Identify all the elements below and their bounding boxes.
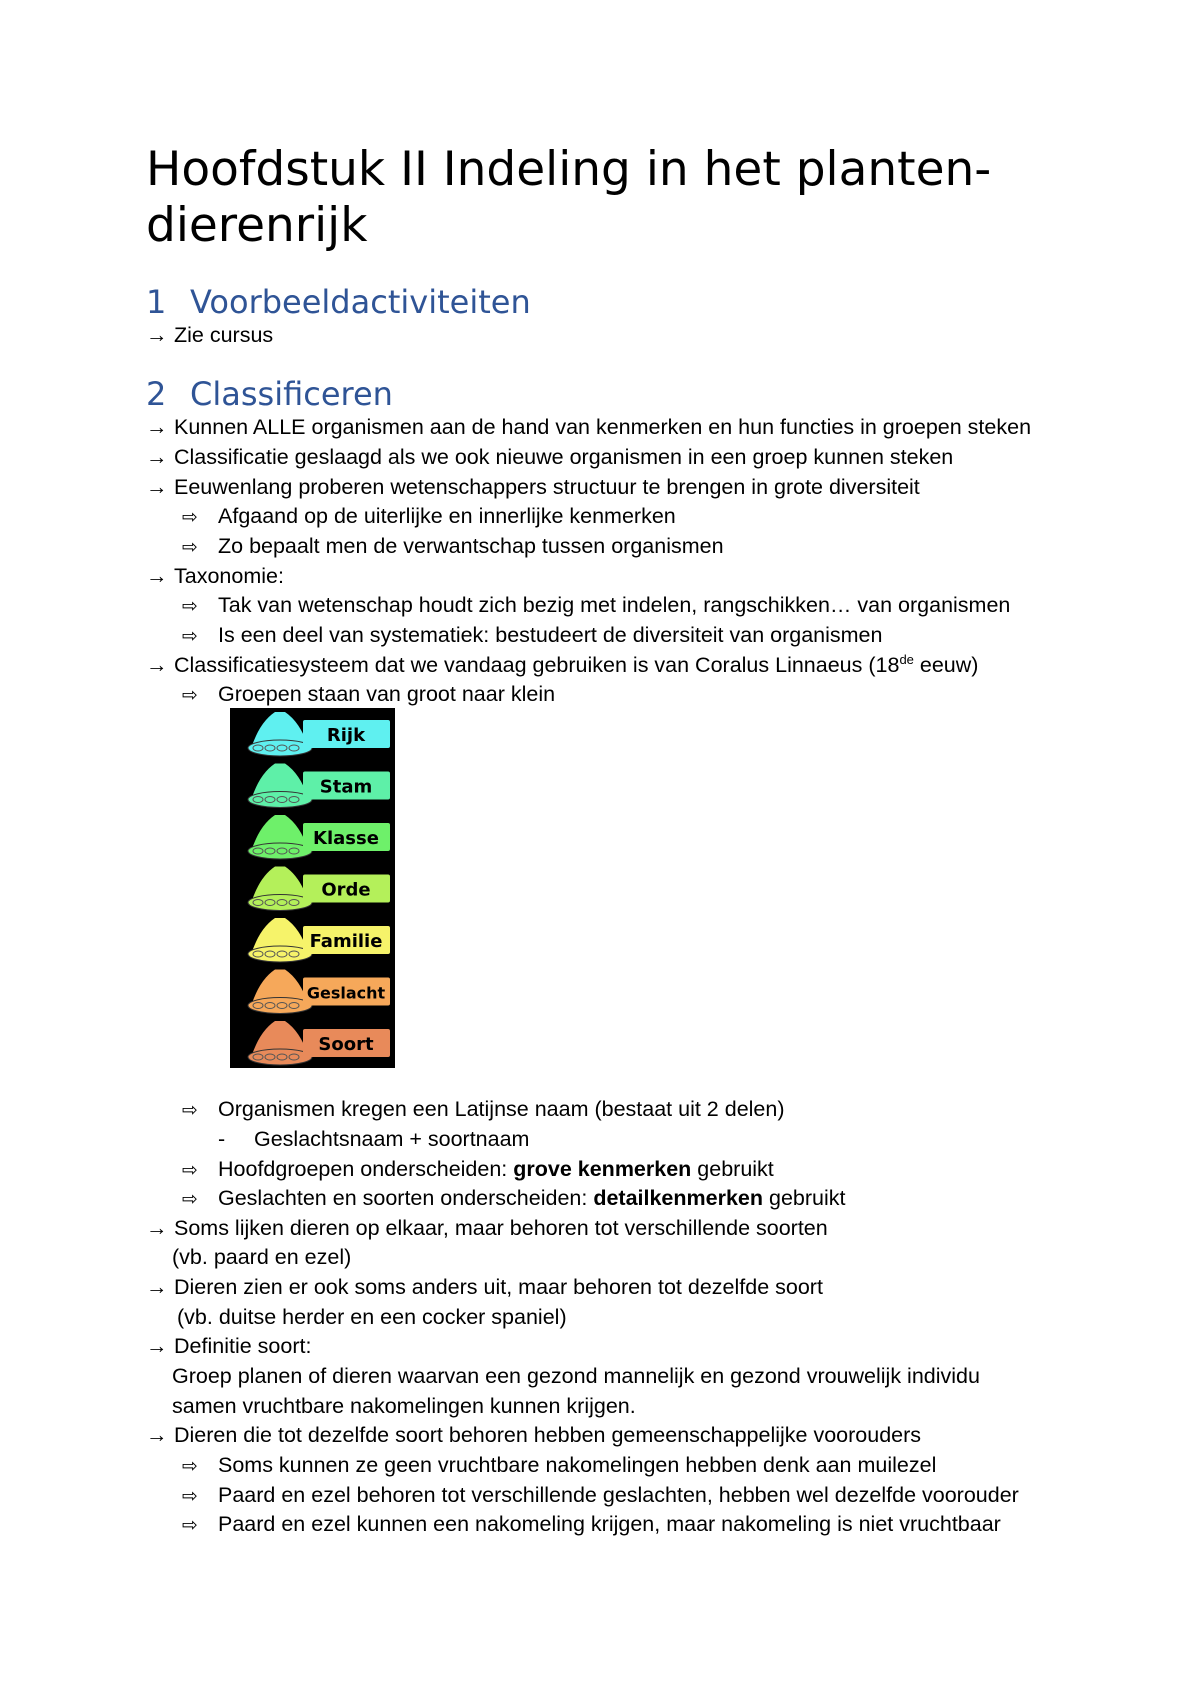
list-item: → Classificatie geslaagd als we ook nieuwe organismen in een groep kunnen steken — [146, 445, 954, 469]
bold-term: detailkenmerken — [593, 1186, 764, 1210]
sub-list-item: ⇨ Soms kunnen ze geen vruchtbare nakomelingen hebben denk aan muilezel — [182, 1451, 936, 1480]
hollow-arrow-icon: ⇨ — [182, 595, 198, 617]
taxonomy-base-ellipse — [248, 792, 312, 808]
arrow-icon: → — [146, 323, 168, 347]
sub-sub-list-item: - Geslachtsnaam + soortnaam — [218, 1127, 530, 1151]
arrow-icon: → — [146, 475, 168, 499]
sub-list-item: ⇨ Geslachten en soorten onderscheiden: detailkenmerken gebruikt — [182, 1184, 845, 1213]
taxonomy-level — [248, 867, 390, 911]
sub-list-item: ⇨ Is een deel van systematiek: bestudeert de diversiteit van organismen — [182, 621, 882, 650]
bold-term: grove kenmerken — [513, 1157, 692, 1181]
arrow-icon: → — [146, 564, 168, 588]
sub-list-item: ⇨ Groepen staan van groot naar klein — [182, 680, 555, 709]
arrow-icon: → — [146, 1216, 168, 1240]
superscript: de — [899, 651, 914, 667]
list-item: → Definitie soort: — [146, 1334, 312, 1358]
section-title: Classificeren — [190, 375, 393, 413]
taxonomy-base-ellipse — [248, 740, 312, 756]
list-item-continuation: Groep planen of dieren waarvan een gezond mannelijk en gezond vrouwelijk individu — [172, 1364, 980, 1388]
taxonomy-label: Stam — [319, 776, 373, 798]
page-title: Hoofdstuk II Indeling in het planten-dierenrijk — [146, 142, 992, 253]
hollow-arrow-icon: ⇨ — [182, 625, 198, 647]
arrow-icon: → — [146, 445, 168, 469]
taxonomy-base-ellipse — [248, 895, 312, 911]
taxonomy-label: Orde — [321, 879, 371, 901]
arrow-icon: → — [146, 653, 168, 677]
list-item: → Classificatiesysteem dat we vandaag gebruiken is van Coralus Linnaeus (18de eeuw) — [146, 651, 979, 677]
taxonomy-level — [248, 970, 390, 1014]
section-number: 2 — [146, 375, 167, 413]
list-item: → Dieren die tot dezelfde soort behoren hebben gemeenschappelijke voorouders — [146, 1423, 922, 1447]
list-item-continuation: (vb. paard en ezel) — [172, 1245, 352, 1269]
list-item-continuation: (vb. duitse herder en een cocker spaniel) — [177, 1305, 567, 1329]
hollow-arrow-icon: ⇨ — [182, 1099, 198, 1121]
taxonomy-base-ellipse — [248, 843, 312, 859]
arrow-icon: → — [146, 1423, 168, 1447]
taxonomy-level — [248, 764, 390, 808]
hollow-arrow-icon: ⇨ — [182, 1455, 198, 1477]
sub-list-item: ⇨ Afgaand op de uiterlijke en innerlijke kenmerken — [182, 502, 676, 531]
taxonomy-level — [248, 918, 390, 962]
taxonomy-pyramid-figure — [230, 708, 395, 1068]
taxonomy-label: Soort — [318, 1034, 374, 1055]
arrow-icon: → — [146, 1275, 168, 1299]
taxonomy-label: Geslacht — [306, 983, 386, 1003]
taxonomy-base-ellipse — [248, 998, 312, 1014]
sub-list-item: ⇨ Hoofdgroepen onderscheiden: grove kenmerken gebruikt — [182, 1155, 774, 1184]
section-heading-1 — [146, 283, 531, 321]
taxonomy-level — [248, 815, 390, 859]
sub-list-item: ⇨ Paard en ezel behoren tot verschillende geslachten, hebben wel dezelfde voorouder — [182, 1481, 1019, 1510]
hollow-arrow-icon: ⇨ — [182, 536, 198, 558]
list-item: → Taxonomie: — [146, 564, 284, 588]
hollow-arrow-icon: ⇨ — [182, 1188, 198, 1210]
dash-bullet: - — [218, 1127, 226, 1151]
taxonomy-level — [248, 712, 390, 756]
hollow-arrow-icon: ⇨ — [182, 1485, 198, 1507]
hollow-arrow-icon: ⇨ — [182, 684, 198, 706]
hollow-arrow-icon: ⇨ — [182, 1514, 198, 1536]
section-number: 1 — [146, 283, 167, 321]
arrow-icon: → — [146, 1334, 168, 1358]
sub-list-item: ⇨ Paard en ezel kunnen een nakomeling krijgen, maar nakomeling is niet vruchtbaar — [182, 1510, 1001, 1539]
taxonomy-pyramid — [230, 708, 395, 1068]
list-item: → Eeuwenlang proberen wetenschappers structuur te brengen in grote diversiteit — [146, 475, 920, 499]
sub-list-item: ⇨ Tak van wetenschap houdt zich bezig met indelen, rangschikken… van organismen — [182, 591, 1010, 620]
taxonomy-level — [248, 1021, 390, 1065]
taxonomy-base-ellipse — [248, 946, 312, 962]
sub-list-item: ⇨ Zo bepaalt men de verwantschap tussen organismen — [182, 532, 724, 561]
taxonomy-label: Familie — [309, 931, 383, 952]
list-item: → Kunnen ALLE organismen aan de hand van kenmerken en hun functies in groepen steken — [146, 415, 1032, 439]
hollow-arrow-icon: ⇨ — [182, 506, 198, 528]
sub-list-item: ⇨ Organismen kregen een Latijnse naam (bestaat uit 2 delen) — [182, 1095, 785, 1124]
section-title: Voorbeeldactiviteiten — [190, 283, 531, 321]
list-item-continuation: samen vruchtbare nakomelingen kunnen krijgen. — [172, 1394, 636, 1418]
list-item: → Soms lijken dieren op elkaar, maar behoren tot verschillende soorten — [146, 1216, 828, 1240]
list-item: → Dieren zien er ook soms anders uit, maar behoren tot dezelfde soort — [146, 1275, 823, 1299]
taxonomy-label: Rijk — [326, 725, 366, 746]
arrow-icon: → — [146, 415, 168, 439]
hollow-arrow-icon: ⇨ — [182, 1159, 198, 1181]
taxonomy-base-ellipse — [248, 1049, 312, 1065]
taxonomy-label: Klasse — [313, 828, 379, 849]
section-heading-2 — [146, 375, 393, 413]
list-item: → Zie cursus — [146, 323, 274, 347]
